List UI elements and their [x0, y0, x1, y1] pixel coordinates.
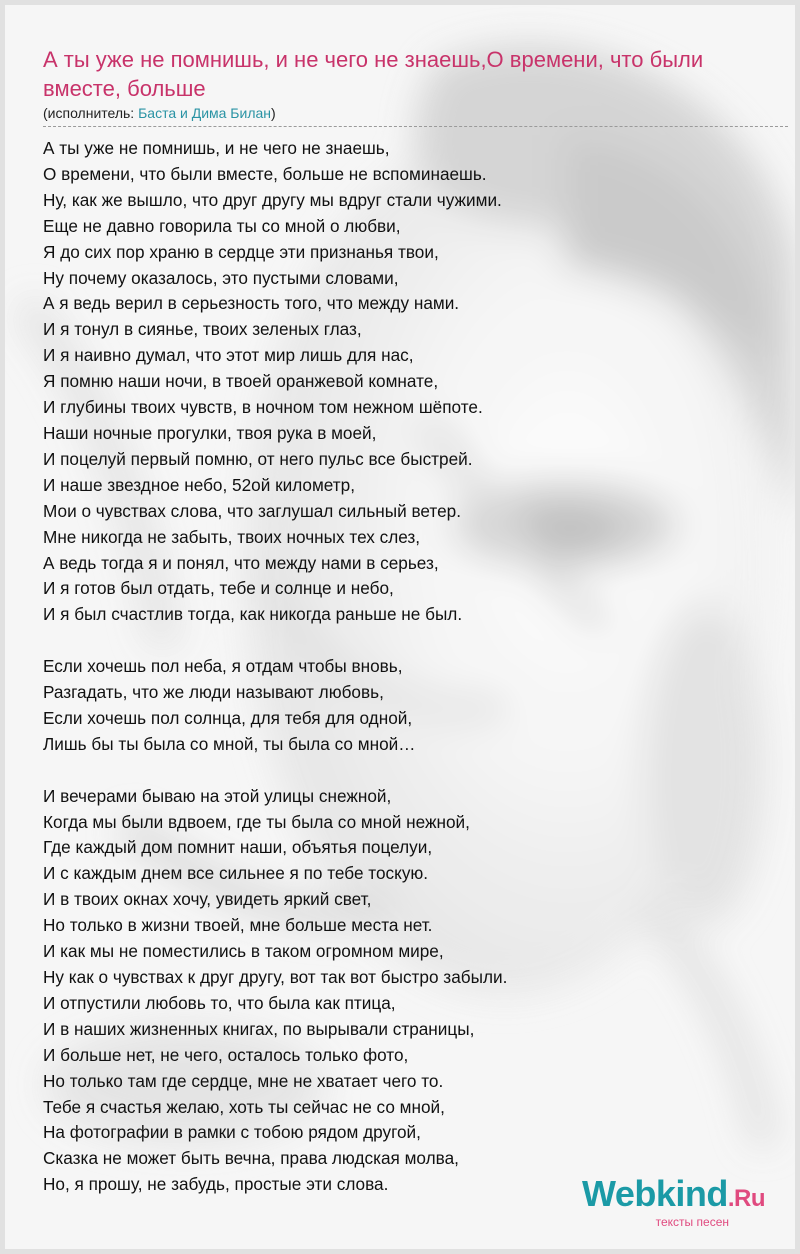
lyric-line: Лишь бы ты была со мной, ты была со мной… [43, 733, 416, 754]
stanza-gap [43, 758, 783, 784]
lyric-line: А ты уже не помнишь, и не чего не знаешь, [43, 138, 390, 158]
artist-prefix: (исполнитель: [43, 105, 139, 121]
lyric-line: Но только там где сердце, мне не хватает чего то. [43, 1070, 444, 1091]
lyric-line: Разгадать, что же люди называют любовь, [43, 682, 384, 703]
stanza-gap [43, 628, 783, 654]
lyric-line: И я тонул в сиянье, твоих зеленых глаз, [43, 319, 362, 340]
lyric-line: Мои о чувствах слова, что заглушал сильный ветер. [43, 500, 461, 521]
lyric-line: А ведь тогда я и понял, что между нами в серьез, [43, 552, 439, 573]
logo-brand [581, 1173, 765, 1217]
lyric-line: Но только в жизни твоей, мне больше места нет. [43, 915, 433, 936]
lyric-line: И вечерами бываю на этой улицы снежной, [43, 785, 392, 806]
lyric-line: И глубины твоих чувств, в ночном том нежном шёпоте. [43, 397, 483, 418]
lyric-line: Сказка не может быть вечна, права людская молва, [43, 1148, 459, 1169]
lyric-line: Если хочешь пол солнца, для тебя для одной, [43, 707, 413, 728]
lyric-line: Когда мы были вдвоем, где ты была со мной нежной, [43, 811, 470, 832]
dashed-divider [43, 126, 788, 127]
lyric-line: И я был счастлив тогда, как никогда раньше не был. [43, 604, 463, 625]
lyric-line: И поцелуй первый помню, от него пульс все быстрей. [43, 448, 473, 469]
lyric-line: И с каждым днем все сильнее я по тебе тоскую. [43, 863, 429, 884]
lyric-line: И больше нет, не чего, осталось только фото, [43, 1044, 409, 1065]
lyric-line: Я до сих пор храню в сердце эти признанья твои, [43, 241, 439, 262]
lyrics-text [43, 136, 783, 1198]
lyric-line: Наши ночные прогулки, твоя рука в моей, [43, 422, 377, 443]
lyric-line: Тебе я счастья желаю, хоть ты сейчас не со мной, [43, 1096, 445, 1117]
lyric-line: Ну почему оказалось, это пустыми словами, [43, 267, 399, 288]
lyric-line: И отпустили любовь то, что была как птица, [43, 992, 396, 1013]
lyric-line: Но, я прошу, не забудь, простые эти слова. [43, 1174, 389, 1195]
lyric-line: Мне никогда не забыть, твоих ночных тех слез, [43, 526, 421, 547]
lyric-line: На фотографии в рамки с тобою рядом другой, [43, 1122, 421, 1143]
artist-link[interactable]: Баста и Дима Билан [138, 105, 272, 121]
webkind-logo[interactable] [581, 1173, 765, 1229]
lyric-line: Я помню наши ночи, в твоей оранжевой комнате, [43, 371, 439, 392]
artist-suffix: ) [271, 105, 276, 121]
lyric-line: О времени, что были вместе, больше не вспоминаешь. [43, 163, 487, 184]
lyric-line: И я готов был отдать, тебе и солнце и небо, [43, 578, 394, 599]
song-title: А ты уже не помнишь, и не чего не знаешь,О времени, что были вместе, больше [43, 47, 704, 101]
logo-brand-text: Webkind [581, 1173, 728, 1214]
lyric-line: Ну как о чувствах к друг другу, вот так вот быстро забыли. [43, 966, 508, 987]
lyric-line: Если хочешь пол неба, я отдам чтобы вновь, [43, 656, 403, 677]
logo-domain: .Ru [727, 1185, 765, 1212]
lyrics-article [43, 45, 783, 1198]
lyric-line: И я наивно думал, что этот мир лишь для нас, [43, 345, 414, 366]
lyric-line: А я ведь верил в серьезность того, что между нами. [43, 293, 460, 314]
artist-line [43, 103, 783, 123]
lyric-line: Ну, как же вышло, что друг другу мы вдруг стали чужими. [43, 189, 502, 210]
lyric-line: И как мы не поместились в таком огромном мире, [43, 941, 444, 962]
logo-tagline: тексты песен [655, 1215, 729, 1229]
lyric-line: И в твоих окнах хочу, увидеть яркий свет, [43, 889, 372, 910]
lyric-line: Еще не давно говорила ты со мной о любви, [43, 215, 401, 236]
lyric-line: И в наших жизненных книгах, по вырывали страницы, [43, 1018, 475, 1039]
lyric-line: И наше звездное небо, 52ой километр, [43, 474, 355, 495]
lyric-line: Где каждый дом помнит наши, объятья поцелуи, [43, 837, 433, 858]
